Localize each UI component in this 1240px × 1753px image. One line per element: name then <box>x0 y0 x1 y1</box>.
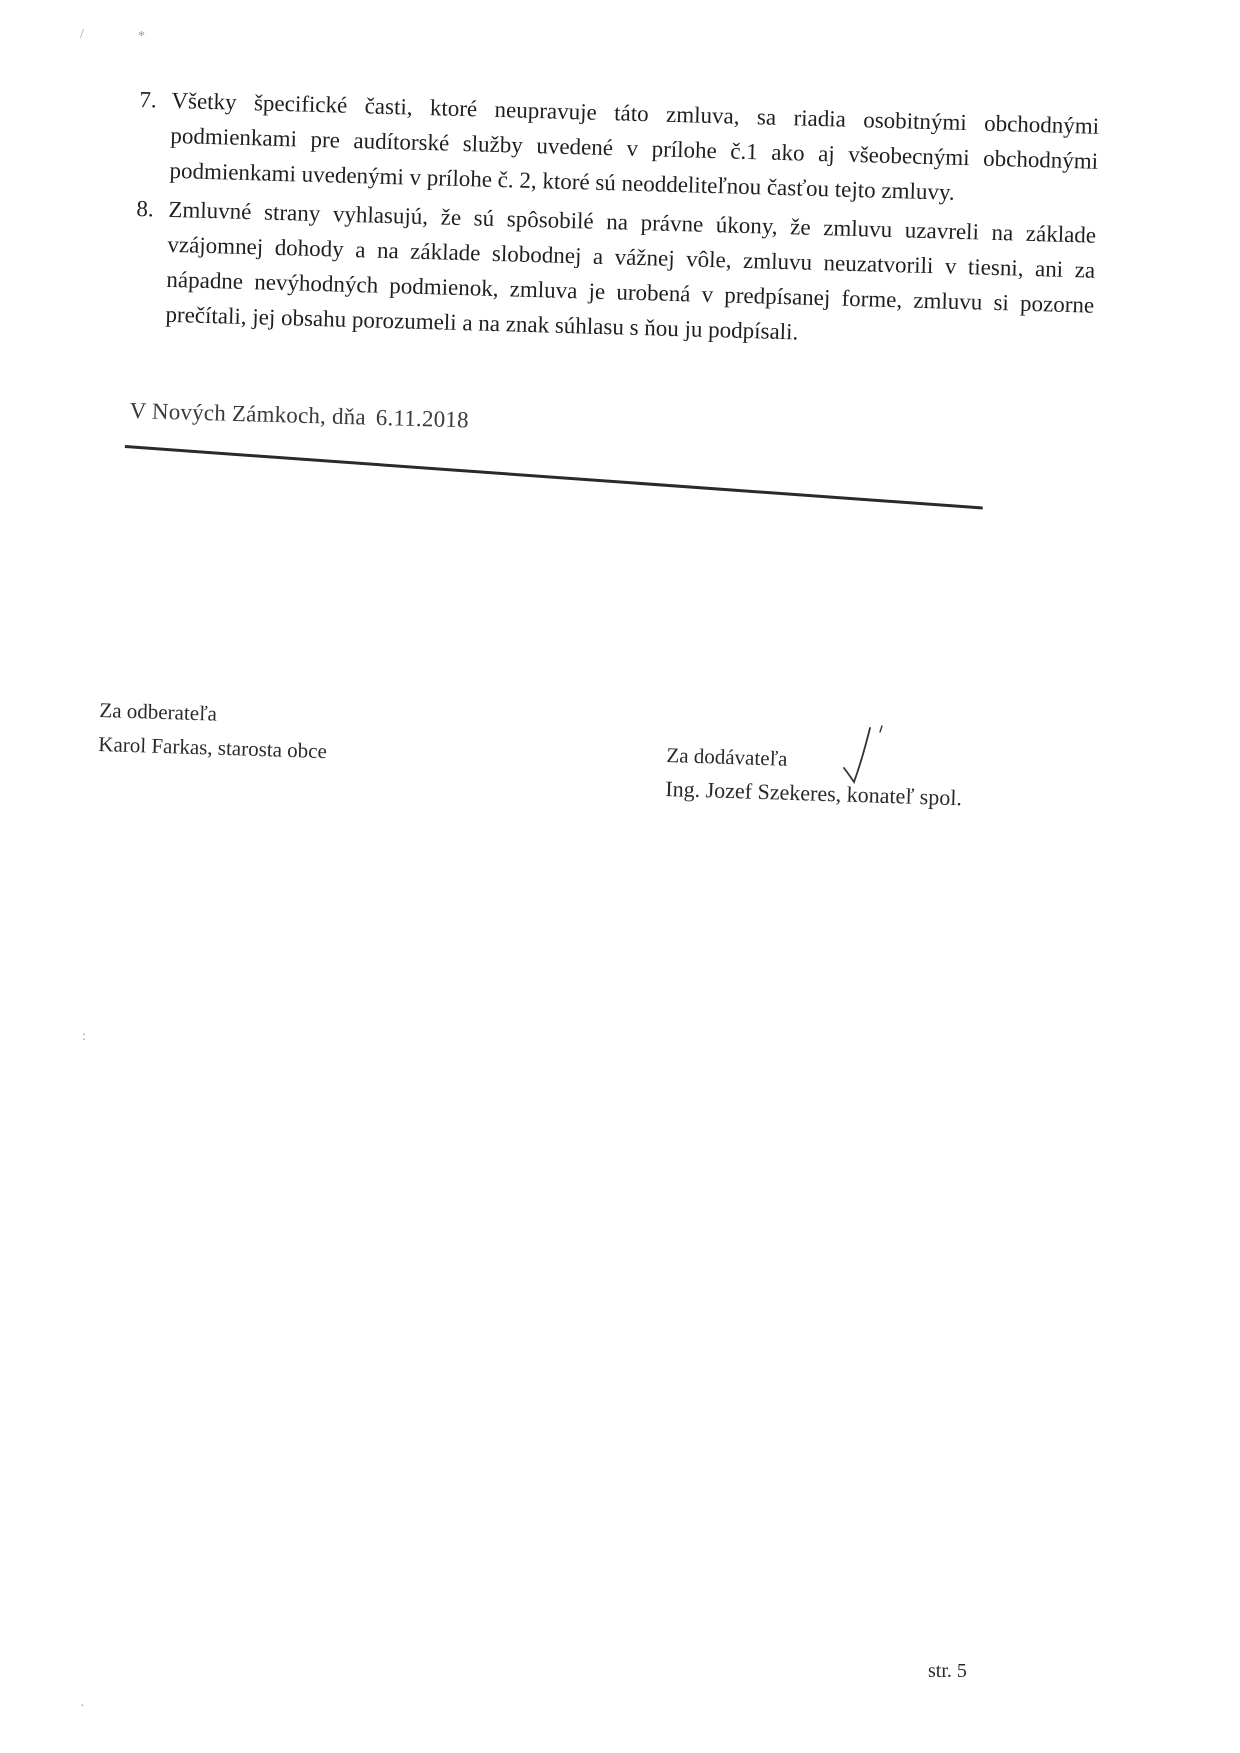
clause-7 <box>137 82 1100 214</box>
supplier-name: Ing. Jozef Szekeres, konateľ spol. <box>665 775 963 811</box>
scan-artifact: * <box>138 29 145 44</box>
buyer-signature-block <box>98 693 329 768</box>
supplier-label: Za dodávateľa <box>666 742 788 771</box>
scan-artifact: : <box>82 1029 86 1044</box>
supplier-signature-block <box>665 738 964 815</box>
scan-artifact: · <box>80 1699 85 1714</box>
clause-number: 8. <box>136 195 155 222</box>
horizontal-rule <box>125 445 983 509</box>
buyer-label: Za odberateľa <box>99 697 218 726</box>
buyer-name: Karol Farkas, starosta obce <box>98 731 328 764</box>
place-text: V Nových Zámkoch, dňa <box>129 398 367 430</box>
clause-number: 7. <box>139 86 158 113</box>
handwritten-signature-mark <box>840 720 890 790</box>
scan-artifact: / <box>80 27 84 42</box>
page-number: str. 5 <box>928 1660 967 1682</box>
clause-text: Zmluvné strany vyhlasujú, že sú spôsobilé na právne úkony, že zmluvu uzavreli na základe vzájomnej dohody a na základe slobodnej a vážnej vôle, zmluvu neuzatvorili v tiesni, ani za nápadne nevýhodných podmienok, zmluva je urobená v predpísanej forme, zmluvu si pozorne prečítali, jej obsahu porozumeli a na znak súhlasu s ňou ju podpísali. <box>165 196 1097 345</box>
place-and-date <box>129 398 469 433</box>
contract-clauses <box>133 82 1100 358</box>
clause-text: Všetky špecifické časti, ktoré neupravuje táto zmluva, sa riadia osobitnými obchodnými podmienkami pre audítorské služby uvedené v prílohe č.1 ako aj všeobecnými obchodnými podmienkami uvedenými v prílohe č. 2, ktoré sú neoddeliteľnou časťou tejto zmluvy. <box>169 87 1100 205</box>
date-value: 6.11.2018 <box>375 404 470 433</box>
clause-8 <box>133 191 1097 358</box>
